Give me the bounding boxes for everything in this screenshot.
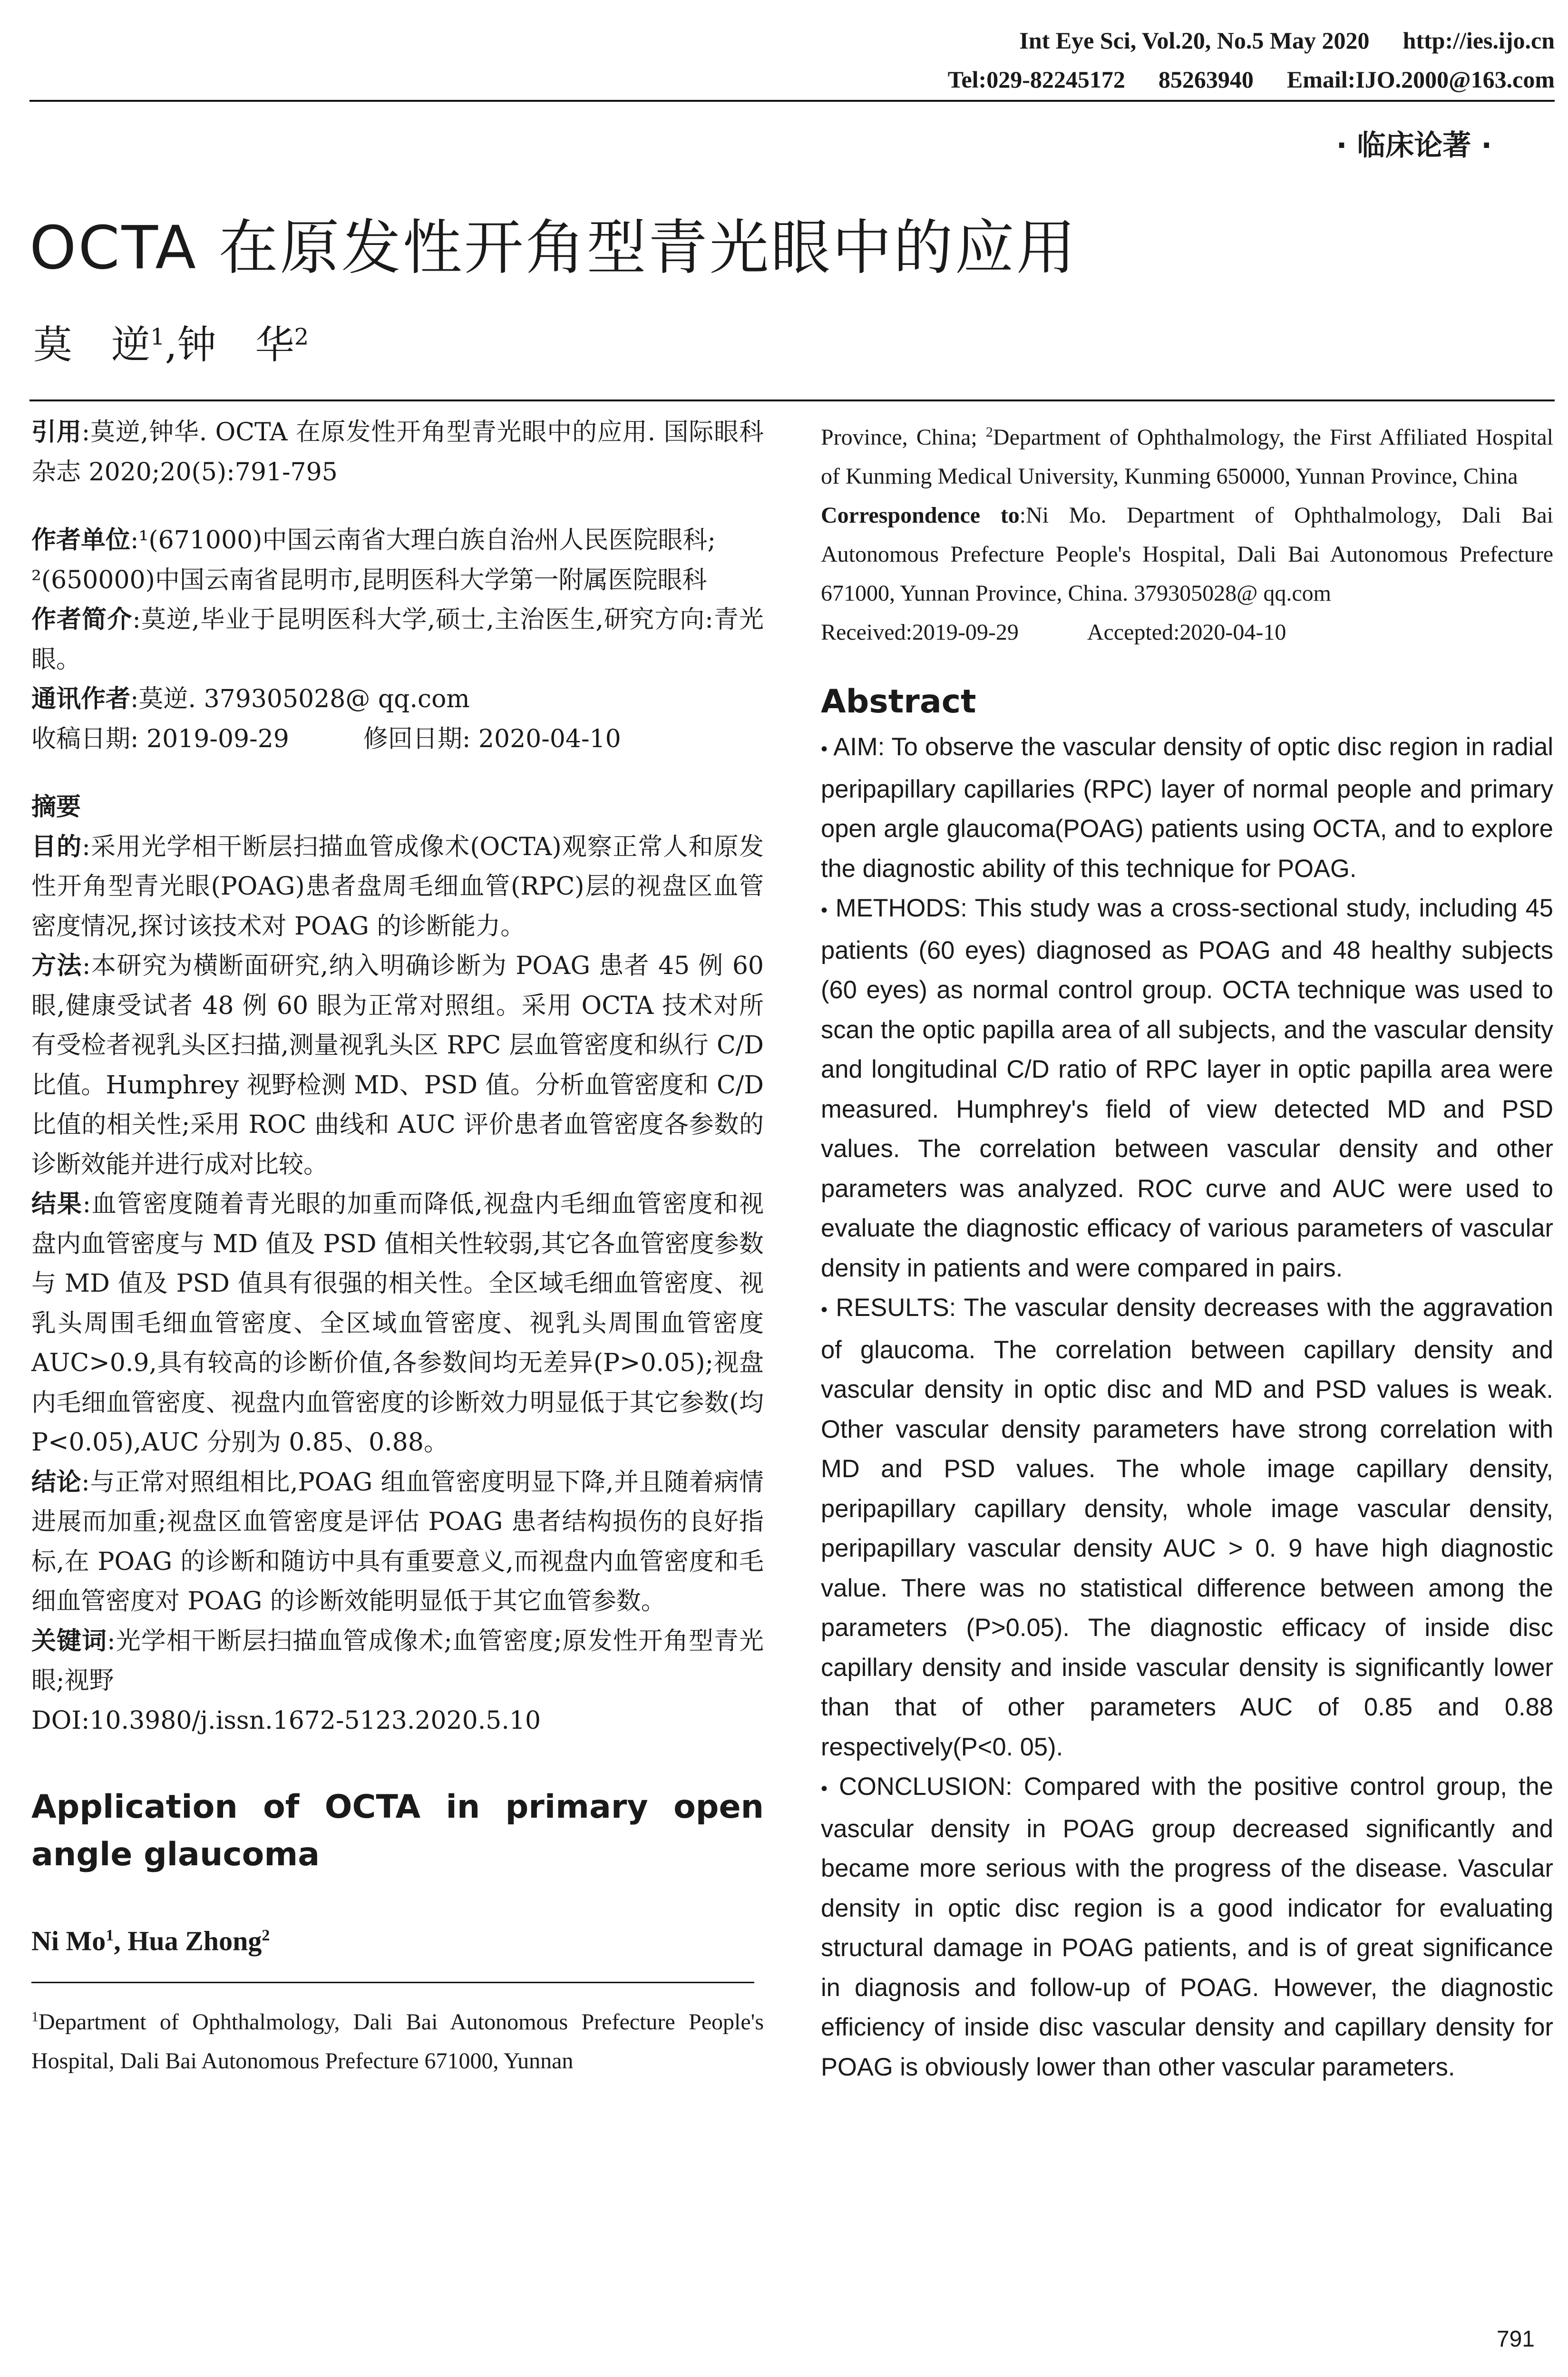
author-en-2: Hua Zhong: [127, 1925, 262, 1957]
author-en-1-sup: 1: [106, 1927, 114, 1944]
corresponding-author: [31, 680, 764, 720]
corr-text: :莫逆. 379305028@ qq.com: [130, 685, 470, 713]
affil-cont-1: Province, China;: [821, 425, 986, 450]
author-bio: [31, 600, 764, 680]
corr-label: 通讯作者: [31, 685, 131, 713]
keywords-label: 关键词: [31, 1627, 107, 1656]
bullet-icon: •: [821, 739, 828, 760]
author-sep: ,: [165, 322, 177, 368]
bio-text: :莫逆,毕业于昆明医科大学,硕士,主治医生,研究方向:青光眼。: [31, 605, 764, 674]
methods-en-text: : This study was a cross-sectional study, including 45 patients (60 eyes) diagnosed as POAG and 48 healthy subjects (60 eyes) as normal control group. OCTA technique was used to scan the optic papilla area of all subjects, and the vascular density and longitudinal C/D ratio of RPC layer in optic papilla area were measured. Humphrey's field of view detected MD and PSD values. The correlation between vascular density and other parameters was analyzed. ROC curve and AUC were used to evaluate the diagnostic efficacy of various parameters of vascular density in patients and were compared in pairs.: [821, 894, 1553, 1282]
page-number: 791: [1496, 2327, 1535, 2352]
keywords-cn: [31, 1622, 764, 1701]
journal-tel: Tel:029-82245172: [947, 66, 1125, 93]
results-cn-text: :血管密度随着青光眼的加重而降低,视盘内毛细血管密度和视盘内血管密度与 MD 值及 PSD 值相关性较弱,其它各血管密度参数与 MD 值及 PSD 值具有很强的相关性。全区域毛细血管密度、视乳头周围毛细血管密度、全区域血管密度、视乳头周围血管密度 AUC>0.9,具有较高的诊断价值,各参数间均无差异(P>0.05);视盘内毛细血管密度、视盘内血管密度的诊断效力明显低于其它参数(均 P<0.05),AUC 分别为 0.85、0.88。: [31, 1190, 764, 1457]
affil-text-1: Department of Ophthalmology, Dali Bai Autonomous Prefecture People's Hospital, Dali Bai Autonomous Prefecture 671000, Yunnan: [31, 2009, 764, 2074]
abstract-title-cn: 摘要: [31, 793, 81, 821]
journal-email[interactable]: Email:IJO.2000@163.com: [1286, 66, 1555, 93]
affiliation-en-cont: [821, 413, 1553, 496]
header-line-2: [915, 60, 1555, 99]
header-line-1: [915, 21, 1555, 60]
author-2-sup: 2: [294, 323, 309, 351]
bullet-icon: •: [821, 900, 828, 921]
conclusion-en-label: CONCLUSION: [839, 1773, 1006, 1801]
results-en-text: : The vascular density decreases with the aggravation of glaucoma. The correlation between capillary density and vascular density in optic disc and MD and PSD values is weak. Other vascular density parameters have strong correlation with MD and PSD values. The whole image capillary density, peripapillary capillary density, whole image vascular density, peripapillary vascular density AUC > 0. 9 have high diagnostic value. There was no statistical difference between among the parameters (P>0.05). The diagnostic efficacy of inside disc capillary density and inside vascular density is significantly lower than that of other parameters AUC of 0.85 and 0.88 respectively(P<0. 05).: [821, 1294, 1553, 1761]
correspondence-en: [821, 496, 1553, 613]
aim-en-text: : To observe the vascular density of optic disc region in radial peripapillary capillaries (RPC) layer of normal people and primary open argle glaucoma(POAG) patients using OCTA, and to explore the diagnostic ability of this technique for POAG.: [821, 733, 1553, 883]
authors-en: [31, 1916, 764, 1961]
journal-url[interactable]: http://ies.ijo.cn: [1402, 27, 1555, 54]
citation: [31, 413, 764, 492]
footnote-rule: [31, 1982, 754, 1983]
running-header: [915, 21, 1555, 99]
author-en-sep: ,: [114, 1925, 128, 1957]
affil-cont-2: Department of Ophthalmology, the First Affiliated Hospital of Kunming Medical University, Kunming 650000, Yunnan Province, China: [821, 425, 1553, 489]
aim-en: [821, 727, 1553, 888]
author-en-2-sup: 2: [262, 1927, 270, 1944]
journal-issue: Int Eye Sci, Vol.20, No.5 May 2020: [1019, 27, 1370, 54]
section-tag: · 临床论著 ·: [1336, 129, 1492, 162]
author-1-sup: 1: [150, 323, 165, 351]
bullet-icon: •: [821, 1299, 828, 1320]
aim-cn-text: :采用光学相干断层扫描血管成像术(OCTA)观察正常人和原发性开角型青光眼(POAG)患者盘周毛细血管(RPC)层的视盘区血管密度情况,探讨该技术对 POAG 的诊断能力。: [31, 832, 764, 941]
corr-en-text: :Ni Mo. Department of Ophthalmology, Dali Bai Autonomous Prefecture People's Hospital, Dali Bai Autonomous Prefecture 671000, Yunnan Province, China. 379305028@ qq.com: [821, 503, 1553, 606]
left-column: [31, 413, 764, 2081]
conclusion-cn: [31, 1463, 764, 1622]
author-2: 钟 华: [177, 322, 294, 368]
methods-cn-label: 方法: [31, 952, 83, 980]
bullet-icon: •: [821, 1778, 828, 1799]
dates: 收稿日期: 2019-09-29 修回日期: 2020-04-10: [31, 724, 621, 753]
aim-cn: [31, 828, 764, 947]
citation-text: :莫逆,钟华. OCTA 在原发性开角型青光眼中的应用. 国际眼科杂志 2020;20(5):791-795: [31, 418, 764, 487]
authors-cn: [33, 314, 309, 370]
conclusion-cn-text: :与正常对照组相比,POAG 组血管密度明显下降,并且随着病情进展而加重;视盘区血管密度是评估 POAG 患者结构损伤的良好指标,在 POAG 的诊断和随访中具有重要意义,而视盘内血管密度和毛细血管密度对 POAG 的诊断效能明显低于其它血管参数。: [31, 1468, 764, 1616]
author-unit-2: ²(650000)中国云南省昆明市,昆明医科大学第一附属医院眼科: [31, 565, 707, 594]
authors-rule: [29, 399, 1555, 401]
results-cn-label: 结果: [31, 1190, 83, 1218]
methods-cn-text: :本研究为横断面研究,纳入明确诊断为 POAG 患者 45 例 60 眼,健康受试者 48 例 60 眼为正常对照组。采用 OCTA 技术对所有受检者视乳头区扫描,测量视乳头区 RPC 层血管密度和纵行 C/D 比值。Humphrey 视野检测 MD、PSD 值。分析血管密度和 C/D 比值的相关性;采用 ROC 曲线和 AUC 评价患者血管密度各参数的诊断效能并进行成对比较。: [31, 952, 764, 1179]
corr-en-label: Correspondence to: [821, 503, 1020, 528]
article-title: OCTA 在原发性开角型青光眼中的应用: [29, 214, 1078, 283]
methods-en: [821, 888, 1553, 1288]
unit-1: :¹(671000)中国云南省大理白族自治州人民医院眼科;: [130, 526, 716, 555]
affil-sup-2: 2: [985, 424, 993, 440]
journal-tel-2: 85263940: [1158, 66, 1254, 93]
affiliation-en: [31, 1997, 764, 2081]
affil-sup-1: 1: [31, 2008, 39, 2025]
methods-en-label: METHODS: [835, 894, 961, 922]
results-cn: [31, 1185, 764, 1463]
right-column: [821, 413, 1553, 2087]
aim-cn-label: 目的: [31, 832, 82, 861]
header-rule: [29, 100, 1555, 102]
citation-label: 引用: [31, 418, 82, 447]
conclusion-en-text: : Compared with the positive control group, the vascular density in POAG group decreased significantly and became more serious with the progress of the disease. Vascular density in optic disc region is a good indicator for evaluating structural damage in POAG patients, and is of great significance in diagnosis and follow-up of POAG. However, the diagnostic efficiency of inside disc vascular density and capillary density for POAG is obviously lower than other vascular parameters.: [821, 1773, 1553, 2081]
results-en: [821, 1288, 1553, 1767]
doi[interactable]: DOI:10.3980/j.issn.1672-5123.2020.5.10: [31, 1706, 541, 1735]
results-en-label: RESULTS: [836, 1294, 949, 1322]
author-unit: [31, 521, 764, 561]
aim-en-label: AIM: [833, 733, 878, 761]
author-1: 莫 逆: [33, 322, 151, 368]
author-en-1: Ni Mo: [31, 1925, 106, 1957]
abstract-heading: Abstract: [821, 683, 976, 721]
unit-label: 作者单位: [31, 526, 131, 555]
conclusion-cn-label: 结论: [31, 1468, 82, 1497]
conclusion-en: [821, 1767, 1553, 2087]
keywords-text: :光学相干断层扫描血管成像术;血管密度;原发性开角型青光眼;视野: [31, 1627, 764, 1695]
received-accepted: Received:2019-09-29 Accepted:2020-04-10: [821, 620, 1286, 645]
english-title: Application of OCTA in primary open angle glaucoma: [31, 1788, 764, 1873]
methods-cn: [31, 946, 764, 1185]
bio-label: 作者简介: [31, 605, 133, 634]
